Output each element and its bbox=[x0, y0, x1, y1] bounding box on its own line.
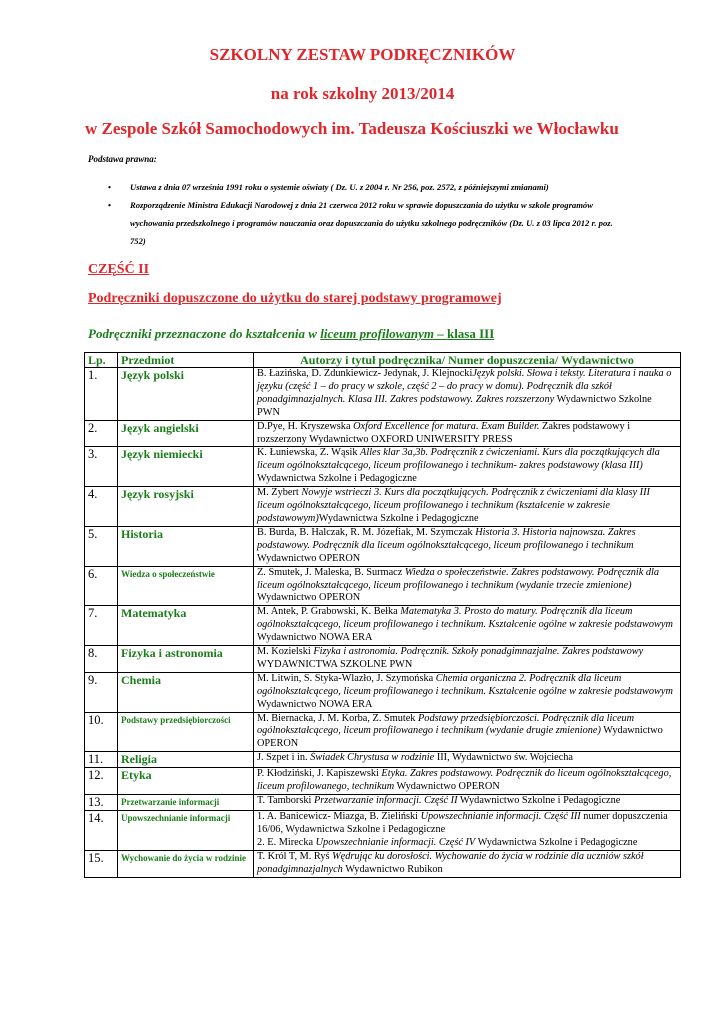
school-name: w Zespole Szkół Samochodowych im. Tadeusza Kościuszki we Włocławku bbox=[85, 119, 619, 138]
publisher: Wydawnictwa Szkolne i Pedagogiczne bbox=[318, 512, 479, 524]
legal-basis-item: • Rozporządzenie Ministra Edukacji Narodowej z dnia 21 czerwca 2012 roku w sprawie dopuszczania do użytku w szkole programów wychowania przedszkolnego i programów nauczania oraz dopuszczania do użytku szkolnego podręczników (Dz. U. z 03 lipca 2012 r. poz. 752) bbox=[108, 196, 628, 250]
publisher: Wydawnictwo NOWA ERA bbox=[257, 698, 373, 710]
publisher: Zakres podstawowy i rozszerzony Wydawnictwo OXFORD UNIWERSITY PRESS bbox=[257, 420, 631, 445]
authors: B. Łazińska, D. Zdunkiewicz- Jedynak, J. Klejnocki bbox=[257, 368, 473, 379]
table-header-row bbox=[85, 353, 681, 368]
publisher: Wydawnictwo Szkolne PWN bbox=[257, 393, 652, 418]
row-number: 11. bbox=[85, 752, 118, 768]
row-number: 12. bbox=[85, 768, 118, 795]
authors: T. Tamborski bbox=[257, 795, 314, 807]
authors: M. Litwin, S. Styka-Wlazło, J. Szymońska bbox=[257, 672, 436, 684]
textbook-details bbox=[254, 606, 681, 646]
table-row bbox=[85, 768, 681, 795]
book-title: Wędrując ku dorosłości. Wychowanie do życia w rodzinie dla uczniów szkół ponadgimnazjalnych bbox=[257, 850, 644, 875]
header-lp: Lp. bbox=[85, 353, 118, 368]
book-title: Matematyka 3. Prosto do matury. Podręcznik dla liceum ogólnokształcącego, liceum profilowanego i technikum. Kształcenie ogólne w zakresie podstawowym bbox=[257, 606, 673, 631]
table-row bbox=[85, 487, 681, 527]
school-year: na rok szkolny 2013/2014 bbox=[270, 84, 455, 103]
row-number: 8. bbox=[85, 646, 118, 673]
book-title: Alles klar 3a,3b. Podręcznik z ćwiczeniami. Kurs dla początkujących dla liceum ogólnokształcącego, liceum profilowanego i technikum- zakres podstawowy (klasa III) bbox=[257, 447, 660, 472]
authors: D.Pye, H. Kryszewska bbox=[257, 420, 354, 432]
authors: P. Kłodziński, J. Kapiszewski bbox=[257, 768, 382, 780]
book-title: Język polski. Słowa i teksty. Literatura i nauka o języku (część 1 – do pracy w szkole, część 2 – do pracy w domu). Podręcznik dla szkół ponadgimnazjalnych. Klasa III. Zakres podstawowy. Zakres rozszerzony bbox=[257, 368, 672, 405]
subject-name: Podstawy przedsiębiorczości bbox=[118, 712, 254, 752]
section-subheading bbox=[88, 326, 494, 342]
book-title: Świadek Chrystusa w rodzinie bbox=[310, 752, 435, 764]
book-title: Nowyje wstrieczi 3. Kurs dla początkujących. Podręcznik z ćwiczeniami dla klasy III liceum ogólnokształcącego, liceum profilowanego i technikum (kształcenie w zakresie podstawowym) bbox=[257, 487, 650, 524]
textbook-details bbox=[254, 447, 681, 487]
publisher: Wydawnictwo Rubikon bbox=[342, 863, 443, 875]
publisher: Wydawnictwa Szkolne i Pedagogiczne bbox=[475, 836, 638, 848]
subject-name: Język rosyjski bbox=[118, 487, 254, 527]
subject-name: Matematyka bbox=[118, 606, 254, 646]
subject-name: Chemia bbox=[118, 672, 254, 712]
row-number: 4. bbox=[85, 487, 118, 527]
subject-name: Fizyka i astronomia bbox=[118, 646, 254, 673]
table-row bbox=[85, 795, 681, 811]
row-number: 2. bbox=[85, 420, 118, 447]
row-number: 5. bbox=[85, 526, 118, 566]
part-heading: CZĘŚĆ II bbox=[88, 262, 150, 277]
book-title: Przetwarzanie informacji. Część II bbox=[313, 795, 458, 807]
textbook-details bbox=[254, 811, 681, 851]
row-number: 13. bbox=[85, 795, 118, 811]
publisher: WYDAWNICTWA SZKOLNE PWN bbox=[257, 658, 413, 670]
textbook-details bbox=[254, 368, 681, 421]
table-row bbox=[85, 566, 681, 606]
table-row bbox=[85, 368, 681, 421]
book-title: Podstawy przedsiębiorczości. Podręcznik dla liceum ogólnokształcącego, liceum profilowanego i technikum (wydanie drugie zmienione) bbox=[257, 712, 635, 737]
publisher: Wydawnictwo OPERON bbox=[257, 592, 361, 604]
row-number: 15. bbox=[85, 850, 118, 877]
authors: Z. Smutek, J. Maleska, B. Surmacz bbox=[257, 566, 405, 578]
row-number: 14. bbox=[85, 811, 118, 851]
table-row bbox=[85, 811, 681, 851]
book-title: Upowszechnianie informacji. Część III bbox=[420, 811, 581, 823]
subject-name: Religia bbox=[118, 752, 254, 768]
book-title: Historia 3. Historia najnowsza. Zakres podstawowy. Podręcznik dla liceum ogólnokształcącego, liceum profilowanego i technikum bbox=[257, 526, 636, 551]
subject-name: Wiedza o społeczeństwie bbox=[118, 566, 254, 606]
textbook-details bbox=[254, 646, 681, 673]
book-title: Wiedza o społeczeństwie. Zakres podstawowy. Podręcznik dla liceum ogólnokształcącego, liceum profilowanego i technikum (wydanie trzecie zmienione) bbox=[257, 566, 660, 591]
subheading-school-type: liceum profilowanym bbox=[320, 326, 434, 341]
book-title: Fizyka i astronomia. Podręcznik. Szkoły ponadgimnazjalne. Zakres podstawowy bbox=[313, 646, 644, 658]
authors: 1. A. Banicewicz- Miazga, B. Zieliński bbox=[257, 811, 421, 823]
authors: B. Burda, B. Halczak, R. M. Józefiak, M. Szymczak bbox=[257, 526, 476, 538]
textbook-details bbox=[254, 752, 681, 768]
authors: K. Łuniewska, Z. Wąsik bbox=[257, 447, 361, 459]
book-title: Upowszechnianie informacji. Część IV bbox=[315, 836, 476, 848]
book-title: Etyka. Zakres podstawowy. Podręcznik do liceum ogólnokształcącego, liceum profilowanego, technikum bbox=[257, 768, 672, 793]
authors: M. Antek, P. Grabowski, K. Bełka bbox=[257, 606, 401, 618]
authors: M. Kozielski bbox=[257, 646, 314, 658]
row-number: 7. bbox=[85, 606, 118, 646]
legal-basis-label: Podstawa prawna: bbox=[88, 154, 157, 164]
textbook-details bbox=[254, 526, 681, 566]
section-heading: Podręczniki dopuszczone do użytku do starej podstawy programowej bbox=[88, 291, 502, 306]
row-number: 1. bbox=[85, 368, 118, 421]
table-row bbox=[85, 672, 681, 712]
authors: M. Biernacka, J. M. Korba, Z. Smutek bbox=[257, 712, 419, 724]
subject-name: Przetwarzanie informacji bbox=[118, 795, 254, 811]
textbook-details bbox=[254, 768, 681, 795]
book-title: Chemia organiczna 2. Podręcznik dla liceum ogólnokształcącego, liceum profilowanego i technikum. Kształcenie ogólne w zakresie podstawowym bbox=[257, 672, 673, 697]
publisher: Wydawnictwo OPERON bbox=[257, 552, 361, 564]
row-number: 6. bbox=[85, 566, 118, 606]
legal-basis-item: • Ustawa z dnia 07 września 1991 roku o systemie oświaty ( Dz. U. z 2004 r. Nr 256, poz. 2572, z późniejszymi zmianami) bbox=[108, 178, 628, 196]
header-details: Autorzy i tytuł podręcznika/ Numer dopuszczenia/ Wydawnictwo bbox=[254, 353, 681, 368]
subject-name: Etyka bbox=[118, 768, 254, 795]
authors: 2. E. Mirecka bbox=[257, 836, 316, 848]
publisher: Wydawnictwo Szkolne i Pedagogiczne bbox=[457, 795, 621, 807]
publisher: Wydawnictwo OPERON bbox=[394, 781, 500, 793]
table-row bbox=[85, 712, 681, 752]
textbook-details bbox=[254, 795, 681, 811]
row-number: 10. bbox=[85, 712, 118, 752]
subject-name: Wychowanie do życia w rodzinie bbox=[118, 850, 254, 877]
document-title: SZKOLNY ZESTAW PODRĘCZNIKÓW bbox=[209, 45, 516, 64]
textbook-details bbox=[254, 712, 681, 752]
publisher: Wydawnictwa Szkolne i Pedagogiczne bbox=[257, 473, 417, 485]
publisher: III, Wydawnictwo św. Wojciecha bbox=[434, 752, 574, 764]
legal-basis-list bbox=[108, 178, 628, 250]
subheading-prefix: Podręczniki przeznaczone do kształcenia w bbox=[88, 326, 321, 341]
publisher: Wydawnictwo NOWA ERA bbox=[257, 632, 373, 644]
table-row bbox=[85, 850, 681, 877]
textbook-details bbox=[254, 420, 681, 447]
subject-name: Język angielski bbox=[118, 420, 254, 447]
row-number: 9. bbox=[85, 672, 118, 712]
authors: J. Szpet i in. bbox=[257, 752, 311, 764]
authors: T. Król T, M. Ryś bbox=[257, 850, 333, 862]
table-row bbox=[85, 447, 681, 487]
textbook-table bbox=[84, 352, 681, 878]
publisher: Wydawnictwo OPERON bbox=[257, 725, 663, 750]
table-row bbox=[85, 526, 681, 566]
table-row bbox=[85, 420, 681, 447]
book-title: Oxford Excellence for matura. Exam Builder. bbox=[353, 420, 540, 432]
subject-name: Historia bbox=[118, 526, 254, 566]
textbook-details bbox=[254, 672, 681, 712]
publisher: numer dopuszczenia 16/06, Wydawnictwa Szkolne i Pedagogiczne bbox=[257, 811, 668, 835]
table-row bbox=[85, 606, 681, 646]
textbook-details bbox=[254, 487, 681, 527]
authors: M. Zybert bbox=[257, 487, 302, 499]
row-number: 3. bbox=[85, 447, 118, 487]
header-subject: Przedmiot bbox=[118, 353, 254, 368]
textbook-details bbox=[254, 566, 681, 606]
subject-name: Upowszechnianie informacji bbox=[118, 811, 254, 851]
table-row bbox=[85, 752, 681, 768]
textbook-details bbox=[254, 850, 681, 877]
subject-name: Język niemiecki bbox=[118, 447, 254, 487]
subheading-class: – klasa III bbox=[433, 326, 495, 341]
subject-name: Język polski bbox=[118, 368, 254, 421]
table-row bbox=[85, 646, 681, 673]
